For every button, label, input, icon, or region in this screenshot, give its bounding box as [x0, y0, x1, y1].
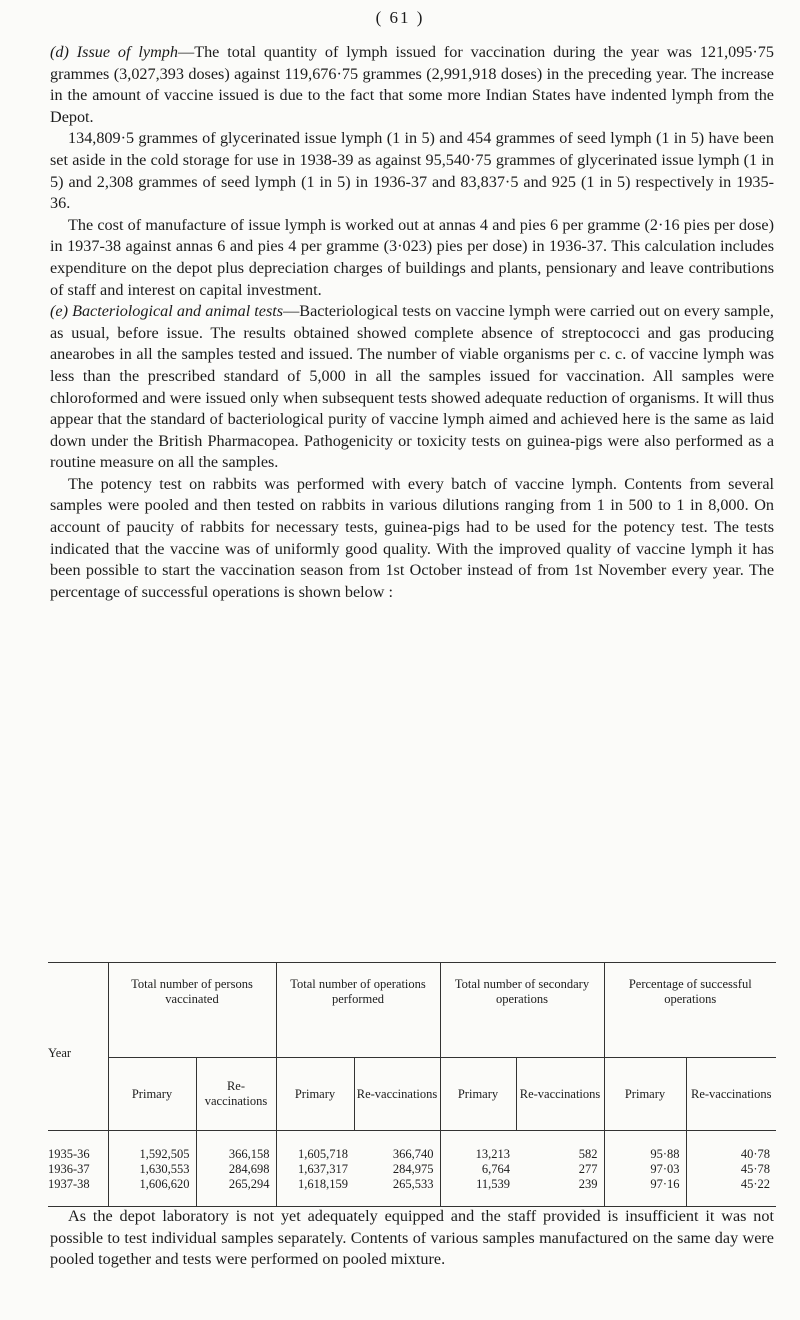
sub-header-primary: Primary: [440, 1058, 516, 1131]
section-heading: (d) Issue of lymph: [50, 43, 178, 61]
group-header-percentage-successful: Percentage of successful operations: [604, 963, 776, 1058]
section-heading: (e) Bacteriological and animal tests: [50, 302, 284, 321]
paragraph-cold-storage: 134,809·5 grammes of glycerinated issue lymph (1 in 5) and 454 grammes of seed lymph (1 in 5) have been set aside in the cold storage for use in 1938-39 as against 95,540·75 grammes of glycerinated issue lymph (1 in 5) and 2,308 grammes of seed lymph (1 in 5) in 1936-37 and 83,837·5 and 925 (1 in 5) respectively in 1935-36.: [50, 129, 774, 213]
group-header-secondary-operations: Total number of secondary operations: [440, 963, 604, 1058]
operations-table: [48, 962, 776, 1207]
table-row: 1935-36 1,592,505 366,158 1,605,718 366,740 13,213 582 95·88 40·78: [48, 1131, 776, 1163]
sub-header-revaccinations: Re-vaccinations: [516, 1058, 604, 1131]
body-text: [50, 42, 774, 603]
sub-header-primary: Primary: [108, 1058, 196, 1131]
sub-header-revaccinations: Re-vaccinations: [686, 1058, 776, 1131]
sub-header-primary: Primary: [604, 1058, 686, 1131]
page-number: ( 61 ): [375, 8, 425, 27]
year-header: Year: [48, 963, 108, 1131]
group-header-operations-performed: Total number of operations performed: [276, 963, 440, 1058]
paragraph-issue-of-lymph: (d) Issue of lymph—The total quantity of lymph issued for vaccination during the year was 121,095·75 grammes (3,027,393 doses) against 119,676·75 grammes (2,991,918 doses) in the preceding year. The increase in the amount of vaccine issued is due to the fact that some more Indian States have indented lymph from the Depot.: [50, 43, 774, 126]
table-row: 1937-38 1,606,620 265,294 1,618,159 265,533 11,539 239 97·16 45·22: [48, 1177, 776, 1207]
sub-header-revaccinations: Re-vaccinations: [196, 1058, 276, 1131]
paragraph-bacteriological-tests: (e) Bacteriological and animal tests—Bacteriological tests on vaccine lymph were carried out on every sample, as usual, before issue. The results obtained showed complete absence of streptococci and gas producing anearobes in all the samples tested and issued. The number of viable organisms per c. c. of vaccine lymph was less than the prescribed standard of 5,000 in all the samples issued for vaccination. All samples were chloroformed and were issued only when subsequent tests showed adequate reduction of organisms. It will thus appear that the standard of bacteriological purity of vaccine lymph aimed and achieved here is the same as laid down under the British Pharmacopea. Pathogenicity or toxicity tests on guinea-pigs were also performed as a routine measure on all the samples.: [50, 302, 774, 472]
closing-paragraph: As the depot laboratory is not yet adequately equipped and the staff provided is insufficient it was not possible to test individual samples separately. Contents of various samples manufactured on the same day were pooled together and tests were performed on pooled mixture.: [50, 1207, 774, 1269]
group-header-persons-vaccinated: Total number of persons vaccinated: [108, 963, 276, 1058]
paragraph-potency-test: The potency test on rabbits was performed with every batch of vaccine lymph. Contents from several samples were pooled and then tested on rabbits in various dilutions ranging from 1 in 500 to 1 in 8,000. On account of paucity of rabbits for necessary tests, guinea-pigs had to be used for the potency test. The tests indicated that the vaccine was of uniformly good quality. With the improved quality of vaccine lymph it has been possible to start the vaccination season from 1st October instead of from 1st November every year. The percentage of successful operations is shown below :: [50, 474, 774, 601]
paragraph-cost: The cost of manufacture of issue lymph is worked out at annas 4 and pies 6 per gramme (2·16 pies per dose) in 1937-38 against annas 6 and pies 4 per gramme (3·023) pies per dose) in 1936-37. This calculation includes expenditure on the depot plus depreciation charges of buildings and plants, pensionary and leave contributions of staff and interest on capital investment.: [50, 215, 774, 299]
table-row: 1936-37 1,630,553 284,698 1,637,317 284,975 6,764 277 97·03 45·78: [48, 1162, 776, 1177]
sub-header-revaccinations: Re-vaccinations: [354, 1058, 440, 1131]
sub-header-primary: Primary: [276, 1058, 354, 1131]
